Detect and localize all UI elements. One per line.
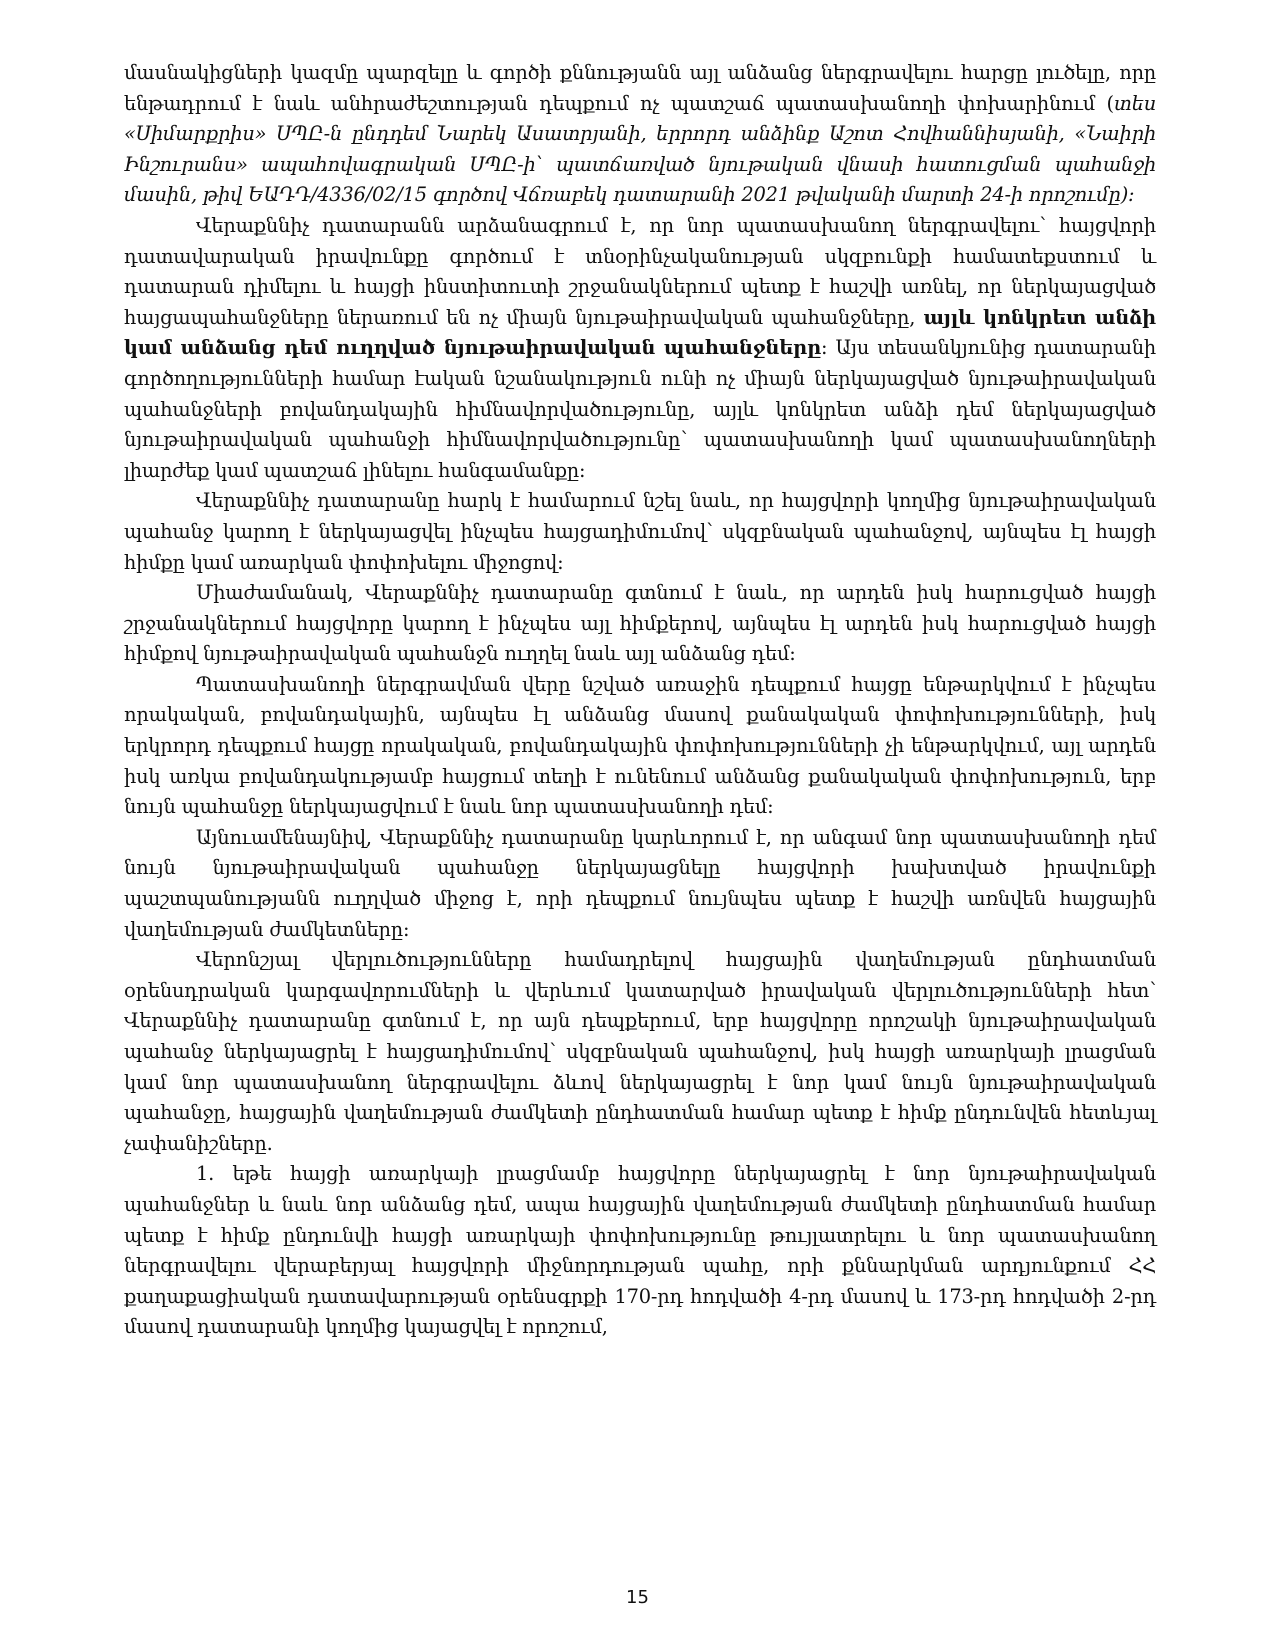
paragraph-5: [124, 670, 1156, 823]
paragraph-2: [124, 211, 1156, 486]
document-body: [124, 58, 1156, 1343]
paragraph-text: 1. եթե հայցի առարկայի լրացմամբ հայցվորը ներկայացրել է նոր նյութաիրավական պահանջներ և նաև նոր անձանց դեմ, ապա հայցային վաղեմության ժամկետի ընդհատման համար պետք է հիմք ընդունվի հայցի առարկայի փոփոխությունը թույլատրելու և նոր պատասխանող ներգրավելու վերաբերյալ հայցվորի միջնորդության պահը, որի քննարկման արդյունքում ՀՀ քաղաքացիական դատավարության օրենսգրքի 170-րդ հոդվածի 4-րդ մասով և 173-րդ հոդվածի 2-րդ մասով դատարանի կողմից կայացվել է որոշում,: [124, 1162, 1156, 1339]
case-citation: տես «Սիմարքրիս» ՍՊԸ-ն ընդդեմ Նարեկ Ասատրյանի, երրորդ անձինք Աշոտ Հովհաննիսյանի, «Նաիրի Ինշուրանս» ապահովագրական ՍՊԸ-ի՝ պատճառված նյութական վնասի հատուցման պահանջի մասին, թիվ ԵԱԴԴ/4336/02/15 գործով Վճռաբեկ դատարանի 2021 թվականի մարտի 24-ի որոշումը: [124, 91, 1156, 207]
paragraph-8-list-item-1: [124, 1159, 1156, 1343]
paragraph-text: Վերոնշյալ վերլուծությունները համադրելով հայցային վաղեմության ընդհատման օրենսդրական կարգավորումների և վերևում կատարված իրավական վերլուծությունների հետ՝ Վերաքննիչ դատարանը գտնում է, որ այն դեպքերում, երբ հայցվորը որոշակի նյութաիրավական պահանջ ներկայացրել է հայցադիմումով՝ սկզբնական պահանջով, իսկ հայցի առարկայի լրացման կամ նոր պատասխանող ներգրավելու ձևով ներկայացրել է նոր կամ նույն նյութաիրավական պահանջը, հայցային վաղեմության ժամկետի ընդհատման համար պետք է հիմք ընդունվեն հետևյալ չափանիշները.: [124, 948, 1156, 1155]
paragraph-text: Այնուամենայնիվ, Վերաքննիչ դատարանը կարևորում է, որ անգամ նոր պատասխանողի դեմ նույն նյութաիրավական պահանջը ներկայացնելը հայցվորի խախտված իրավունքի պաշտպանությանն ուղղված միջոց է, որի դեպքում նույնպես պետք է հաշվի առնվեն հայցային վաղեմության ժամկետները:: [124, 825, 1156, 941]
paragraph-1: [124, 58, 1156, 211]
paragraph-text: Վերաքննիչ դատարանն արձանագրում է, որ նոր պատասխանող ներգրավելու՝ հայցվորի դատավարական իրավունքը գործում է տնօրինչականության սկզբունքի համատեքստում և դատարան դիմելու և հայցի ինստիտուտի շրջանակներում պետք է հաշվի առնել, որ ներկայացված հայցապահանջները ներառում են ոչ միայն նյութաիրավական պահանջները,: [124, 213, 1156, 329]
citation-closing: ):: [1120, 183, 1135, 207]
page-number: 15: [626, 1587, 649, 1608]
paragraph-4: [124, 578, 1156, 670]
paragraph-text: Միաժամանակ, Վերաքննիչ դատարանը գտնում է նաև, որ արդեն իսկ հարուցված հայցի շրջանակներում հայցվորը կարող է ինչպես այլ հիմքերով, այնպես էլ արդեն իսկ հարուցված հայցի հիմքով նյութաիրավական պահանջն ուղղել նաև այլ անձանց դեմ:: [124, 581, 1156, 666]
paragraph-text: Վերաքննիչ դատարանը հարկ է համարում նշել նաև, որ հայցվորի կողմից նյութաիրավական պահանջ կարող է ներկայացվել ինչպես հայցադիմումով՝ սկզբնական պահանջով, այնպես էլ հայցի հիմքը կամ առարկան փոփոխելու միջոցով:: [124, 489, 1156, 574]
paragraph-7: [124, 945, 1156, 1159]
emphasized-text: այլև կոնկրետ անձի կամ անձանց դեմ ուղղված նյութաիրավական պահանջները: [124, 305, 1156, 360]
paragraph-6: [124, 823, 1156, 945]
paragraph-text: : Այս տեսանկյունից դատարանի գործողությունների համար էական նշանակություն ունի ոչ միայն ներկայացված նյութաիրավական պահանջների բովանդակային հիմնավորվածությունը, այլև կոնկրետ անձի դեմ ներկայացված նյութաիրավական պահանջի հիմնավորվածությունը՝ պատասխանողի կամ պատասխանողների լիարժեք կամ պատշաճ լինելու հանգամանքը:: [124, 336, 1156, 482]
paragraph-3: [124, 486, 1156, 578]
paragraph-text: մասնակիցների կազմը պարզելը և գործի քննությանն այլ անձանց ներգրավելու հարցը լուծելը, որը ենթադրում է նաև անհրաժեշտության դեպքում ոչ պատշաճ պատասխանողի փոխարինում (: [124, 61, 1156, 115]
paragraph-text: Պատասխանողի ներգրավման վերը նշված առաջին դեպքում հայցը ենթարկվում է ինչպես որակական, բովանդակային, այնպես էլ անձանց մասով քանակական փոփոխությունների, իսկ երկրորդ դեպքում հայցը որակական, բովանդակային փոփոխությունների չի ենթարկվում, այլ արդեն իսկ առկա բովանդակությամբ հայցում տեղի է ունենում անձանց քանակական փոփոխություն, երբ նույն պահանջը ներկայացվում է նաև նոր պատասխանողի դեմ:: [124, 672, 1156, 819]
